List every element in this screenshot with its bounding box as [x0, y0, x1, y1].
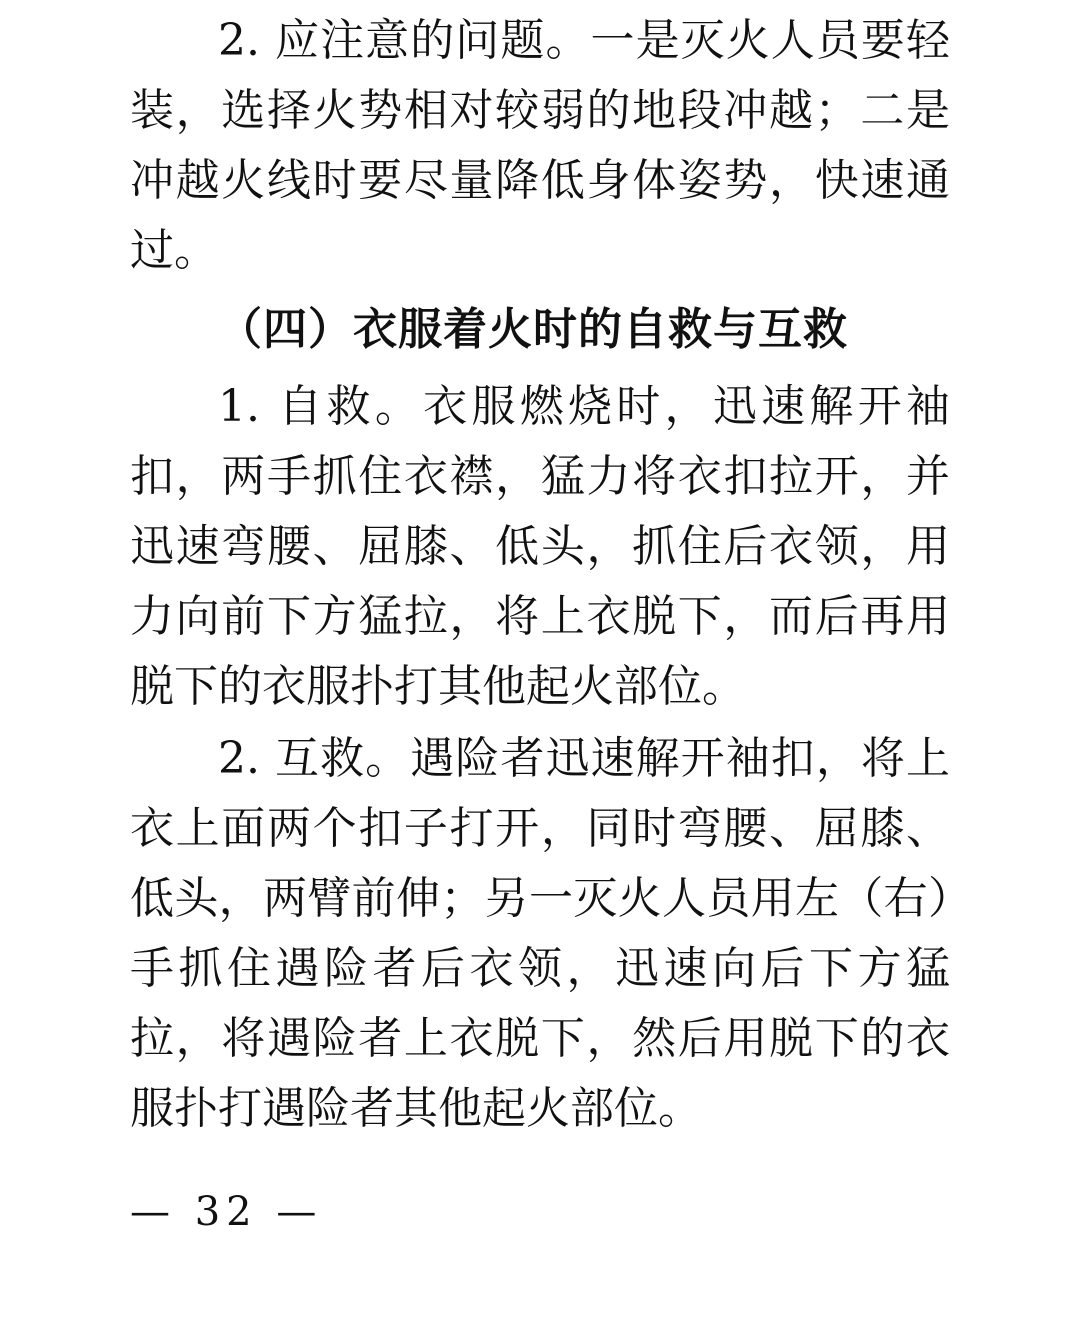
- paragraph-notes: 2. 应注意的问题。一是灭火人员要轻装，选择火势相对较弱的地段冲越；二是冲越火线时要尽量降低身体姿势，快速通过。: [130, 15, 950, 276]
- section-heading: （四）衣服着火时的自救与互救: [218, 304, 848, 355]
- paragraph-self-rescue: 1. 自救。衣服燃烧时，迅速解开袖扣，两手抓住衣襟，猛力将衣扣拉开，并迅速弯腰、屈膝、低头，抓住后衣领，用力向前下方猛拉，将上衣脱下，而后再用脱下的衣服扑打其他起火部位。: [130, 381, 950, 712]
- page-number: — 32 —: [130, 1189, 323, 1235]
- page-content: [130, 0, 950, 1316]
- paragraph-mutual-rescue: 2. 互救。遇险者迅速解开袖扣，将上衣上面两个扣子打开，同时弯腰、屈膝、低头，两臂前伸；另一灭火人员用左（右）手抓住遇险者后衣领，迅速向后下方猛拉，将遇险者上衣脱下，然后用脱下的衣服扑打遇险者其他起火部位。: [130, 733, 950, 1134]
